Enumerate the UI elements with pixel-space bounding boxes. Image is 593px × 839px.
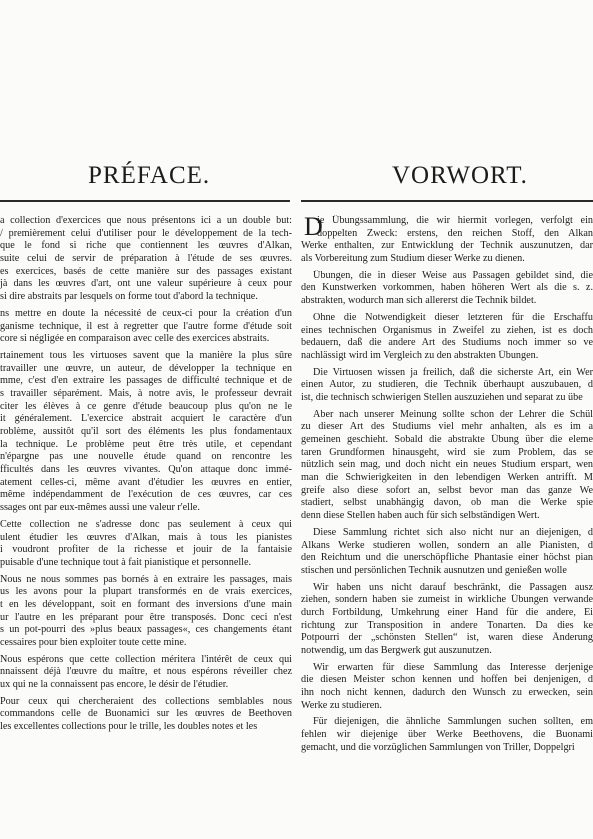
vorwort-text-line: bedauern, daß die andere Art des Studiums noch immer so ve: [301, 337, 593, 349]
vorwort-text-line: stadiert, selbst unabhängig davon, ob man die Werke spie: [301, 497, 593, 509]
vorwort-text-line: Aber nach unserer Meinung sollte schon der Lehrer die Schül: [313, 408, 593, 420]
vorwort-text-line: abstrakten, wodurch man sich allererst die Technik bildet.: [301, 295, 537, 307]
preface-text-line: fficultés dans les œuvres vivantes. Qu'on attaque donc immé-: [0, 464, 292, 476]
preface-text-line: s travailler séparément. Mais, à notre avis, le professeur devrait: [0, 387, 292, 399]
vorwort-text-line: zu dieser Art des Studiums viel mehr anhalten, als es im a: [301, 421, 593, 433]
preface-text-line: les excellentes collections pour le trille, les doubles notes et les: [0, 721, 258, 733]
vorwort-text-line: Wir erwarten für diese Sammlung das Interesse derjenige: [313, 661, 593, 673]
preface-text-line: Nous espérons que cette collection méritera l'intérêt de ceux qui: [0, 653, 292, 665]
preface-text-line: core si négligée en comparaison avec celle des exercices abstraits.: [0, 333, 270, 345]
preface-text-line: ssages ont par eux-mêmes aussi une valeur r'elle.: [0, 502, 200, 514]
preface-text-line: / premièrement celui d'utiliser pour le développement de la tech-: [0, 227, 292, 239]
vorwort-text-line: nützlich sein mag, und doch nicht ein neues Studium erspart, wen: [301, 459, 593, 471]
preface-text-line: travailler une œuvre, un auteur, de développer la technique en: [0, 362, 292, 374]
vorwort-text-line: greife also diese sofort an, selbst bevor man das ganze We: [301, 484, 593, 496]
vorwort-text-line: Werke zu studieren.: [301, 699, 382, 711]
vorwort-text-line: notwendig, um das Bergwerk gut auszunutzen.: [301, 645, 492, 656]
preface-column: [0, 215, 292, 734]
vorwort-text-line: den Reichtum und die unerschöpfliche Phantasie einer höchst pian: [301, 552, 593, 564]
vorwort-divider: [301, 200, 593, 202]
vorwort-text-line: doppelten Zweck: erstens, den reichen Stoff, den Alkan: [317, 227, 593, 239]
vorwort-text-line: Diese Sammlung richtet sich also nicht nur an diejenigen, d: [313, 526, 593, 538]
preface-text-line: ux qui ne la connaissent pas encore, le désir de l'étudier.: [0, 679, 229, 691]
vorwort-text-line: Die Virtuosen wissen ja freilich, daß die sicherste Art, ein Wer: [313, 366, 593, 378]
preface-text-line: atement celles-ci, même avant d'étudier les œuvres en entier,: [0, 476, 292, 488]
preface-text-line: citer les élèves à ce genre d'étude beaucoup plus qu'on ne le: [0, 400, 292, 412]
vorwort-text-line: durch Fortbildung, Umkehrung einer Hand für die andere, Ei: [301, 606, 593, 618]
preface-text-line: même indépendamment de l'exécution de ces œuvres, car ces: [0, 489, 292, 501]
preface-text-line: cessaires pour bien exploiter toute cette mine.: [0, 637, 187, 648]
preface-text-line: es exercices, basés de cette manière sur des passages existant: [0, 265, 292, 277]
vorwort-column: [301, 212, 593, 755]
preface-text-line: us les avons pour la plupart transformés en de vrais exercices,: [0, 586, 292, 598]
preface-text-line: Cette collection ne s'adresse donc pas seulement à ceux qui: [0, 518, 292, 530]
preface-text-line: commandons celle de Buonamici sur les œuvres de Beethoven: [0, 708, 292, 720]
preface-text-line: mme, c'est d'en extraire les passages de difficulté technique et de: [0, 375, 292, 387]
vorwort-text-line: Für diejenigen, die ähnliche Sammlungen suchen sollten, em: [313, 716, 593, 728]
vorwort-text-line: eines technischen Organismus in Zweifel zu ziehen, ist es doch: [301, 324, 593, 336]
preface-title: PRÉFACE.: [88, 162, 211, 189]
preface-text-line: ulent étudier les œuvres d'Alkan, mais à tous les pianistes: [0, 531, 292, 543]
preface-divider: [0, 200, 290, 202]
vorwort-text-line: gemeinen geschieht. Sobald die abstrakte Übung über die eleme: [301, 434, 593, 445]
preface-text-line: si dire abstraits par lesquels on forme tout d'abord la technique.: [0, 291, 258, 303]
vorwort-text-line: Ohne die Notwendigkeit dieser letzteren für die Erschaffu: [313, 311, 593, 323]
preface-text-line: ur l'autre en les préparant pour être transposés. Donc ceci n'est: [0, 611, 292, 623]
vorwort-text-line: stischen und persönlichen Technik ausnutzen und genießen wolle: [301, 564, 567, 576]
preface-text-line: rtainement tous les virtuoses savent que la manière la plus sûre: [0, 349, 292, 361]
vorwort-text-line: die diesen Meister schon kennen und hoffen bei denjenigen, d: [301, 674, 593, 686]
vorwort-text-line: als Vorbereitung zum Studium dieser Werke zu dienen.: [301, 253, 525, 265]
preface-text-line: Pour ceux qui chercheraient des collections semblables nous: [0, 695, 292, 707]
vorwort-text-line: Übungen, die in dieser Weise aus Passagen gebildet sind, die: [313, 269, 593, 281]
preface-text-line: Nous ne nous sommes pas bornés à en extraire les passages, mais: [0, 573, 292, 585]
vorwort-text-line: Wir haben uns nicht darauf beschränkt, die Passagen ausz: [313, 581, 593, 593]
preface-text-line: it généralement. L'exercice abstrait acquiert le caractère d'un: [0, 413, 292, 425]
vorwort-text-line: man die Schwierigkeiten in den lebendigen Werken antrifft. M: [301, 472, 593, 484]
preface-text-line: la technique. Le problème peut être très utile, et cependant: [0, 438, 292, 450]
preface-text-line: t en les développant, soit en formant des inversions d'une main: [0, 598, 292, 610]
preface-text-line: que le fond si riche que contiennent les œuvres d'Alkan,: [0, 240, 292, 252]
vorwort-text-line: Werke enthalten, zur Entwicklung der Technik auszunutzen, dar: [301, 240, 593, 252]
vorwort-text-line: taren Grundformen hinausgeht, wird sie zum Problem, das se: [301, 446, 593, 458]
vorwort-text-line: ie Übungssammlung, die wir hiermit vorlegen, verfolgt ein: [317, 215, 593, 226]
vorwort-text-line: Potpourri der „schönsten Stellen“ ist, waren diese Änderung: [301, 632, 593, 644]
preface-text-line: a collection d'exercices que nous présentons ici a un double but:: [0, 215, 292, 226]
vorwort-drop-cap: D: [304, 212, 323, 241]
vorwort-text-line: richtung zur Transposition in andere Tonarten. Da dies ke: [301, 619, 593, 631]
vorwort-title: VORWORT.: [392, 162, 528, 189]
vorwort-text-line: nachlässigt wird im Vergleich zu den abstrakten Übungen.: [301, 349, 539, 361]
vorwort-text-line: Alkans Werke studieren wollen, sondern an alle Pianisten, d: [301, 539, 593, 551]
preface-text-line: nnaissent déjà l'œuvre du maître, et nous espérons réveiller chez: [0, 666, 292, 678]
vorwort-text-line: fehlen wir diejenige über Werke Beethovens, die Buonami: [301, 729, 593, 741]
preface-text-line: s un pot-pourri des »plus beaux passages«, ces changements étant: [0, 624, 292, 636]
preface-text-line: ns mettre en doute la nécessité de ceux-ci pour la création d'un: [0, 307, 292, 319]
preface-text-line: puisable d'une technique tout à fait pianistique et personnelle.: [0, 556, 252, 568]
preface-text-line: suite celui de servir de préparation à l'étude de ses œuvres.: [0, 253, 292, 265]
vorwort-text-line: ist, die technisch schwierigen Stellen auszuziehen und separat zu übe: [301, 391, 583, 403]
vorwort-text-line: ihn noch nicht kennen, dadurch den Wunsch zu erwecken, sein: [301, 687, 593, 699]
preface-text-line: roblème, aussitôt qu'il sort des éléments les plus fondamentaux: [0, 426, 292, 437]
preface-text-line: i voudront profiter de la richesse et jouir de la fantaisie: [0, 544, 292, 556]
vorwort-text-line: denn diese Stellen haben auch für sich selbständigen Wert.: [301, 510, 540, 522]
preface-text-line: ganisme technique, il est à regretter que l'autre forme d'étude soit: [0, 320, 292, 332]
preface-text-line: n'épargne pas une nouvelle étude quand on rencontre les: [0, 451, 292, 463]
preface-text-line: jà dans les œuvres d'art, ont une valeur supérieure à ceux pour: [0, 278, 292, 290]
vorwort-text-line: einen Autor, zu studieren, die Technik überhaupt auszubauen, d: [301, 379, 593, 391]
vorwort-text-line: ziehen, sondern haben sie zumeist in wirkliche Übungen verwande: [301, 594, 593, 606]
vorwort-text-line: den Kunstwerken vorkommen, haben höheren Wert als die s. z.: [301, 282, 593, 294]
vorwort-text-line: gemacht, und die vorzüglichen Sammlungen von Triller, Doppelgri: [301, 741, 575, 753]
